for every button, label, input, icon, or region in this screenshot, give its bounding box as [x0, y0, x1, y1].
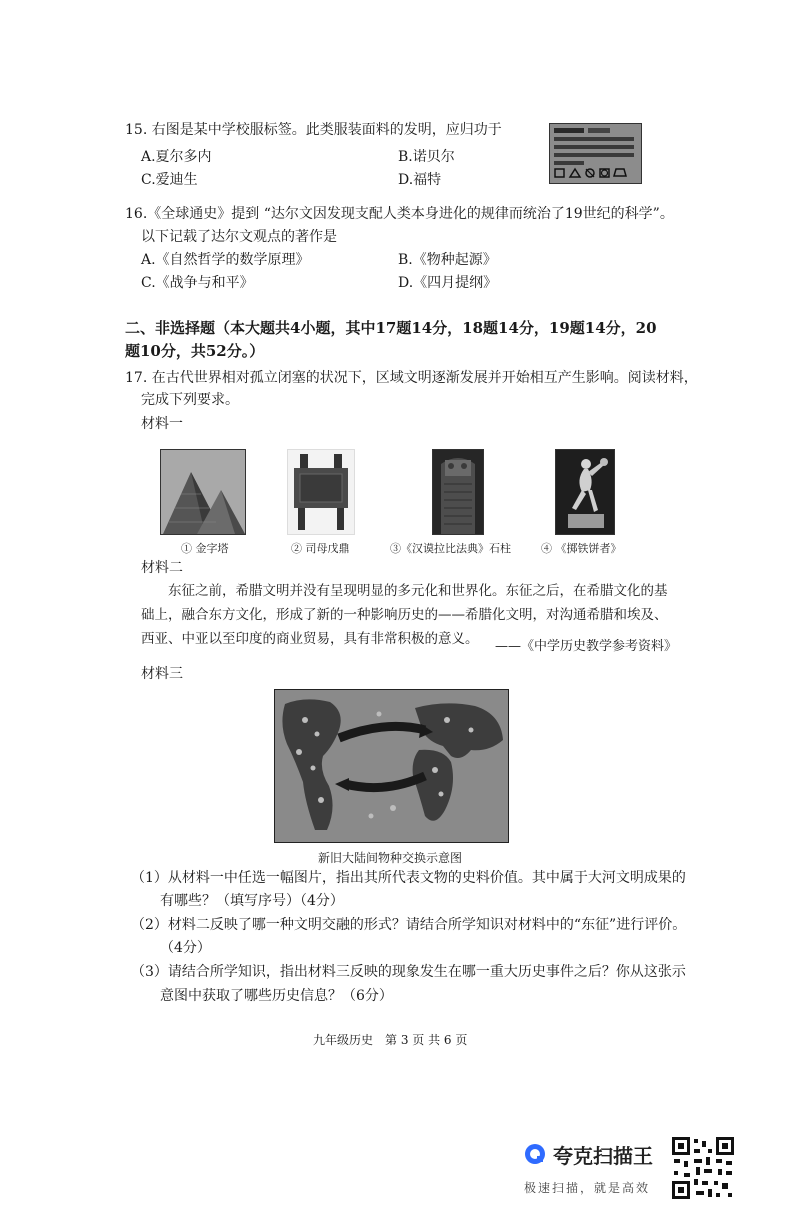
q17-sub2-line1: （2）材料二反映了哪一种文明交融的形式？请结合所学知识对材料中的“东征”进行评价。 [131, 917, 687, 933]
q17-intro-line1: 17. 在古代世界相对孤立闭塞的状况下，区域文明逐渐发展并开始相互产生影响。阅读材料， [125, 370, 698, 386]
school-uniform-label-image [549, 123, 642, 184]
section2-heading-line2: 题10分，共52分。） [125, 342, 265, 360]
watermark-brand: 夸克扫描王 [553, 1144, 653, 1168]
q17-sub1-line2: 有哪些？（填写序号）（4分） [160, 893, 344, 909]
discobolus-photo [555, 449, 615, 535]
caption-stele: ③《汉谟拉比法典》石柱 [390, 542, 511, 555]
simuwu-ding-photo [287, 449, 355, 535]
discus-thrower-illustration [556, 450, 614, 534]
caption-ding: ② 司母戊鼎 [291, 542, 350, 555]
q16-option-d: D.《四月提纲》 [398, 275, 498, 291]
q15-option-b: B.诺贝尔 [398, 149, 455, 165]
stele-illustration [433, 450, 483, 534]
species-exchange-map [274, 689, 509, 843]
material1-label: 材料一 [141, 416, 183, 432]
q16-option-c: C.《战争与和平》 [141, 275, 254, 291]
q17-sub3-line1: （3）请结合所学知识，指出材料三反映的现象发生在哪一重大历史事件之后？你从这张示 [131, 964, 686, 980]
world-map-illustration [275, 690, 508, 842]
material2-text-line2: 础上，融合东方文化，形成了新的一种影响历史的——希腊化文明，对沟通希腊和埃及、 [141, 607, 668, 623]
q15-option-d: D.福特 [398, 172, 442, 188]
caption-pyramid: ① 金字塔 [181, 542, 229, 555]
watermark-slogan: 极速扫描，就是高效 [524, 1181, 651, 1195]
q17-intro-line2: 完成下列要求。 [141, 392, 239, 408]
qr-code-svg [670, 1135, 736, 1201]
q16-stem-line1: 16.《全球通史》提到 “达尔文因发现支配人类本身进化的规律而统治了19世纪的科学”。 [125, 206, 674, 222]
material2-text-line1: 东征之前，希腊文明并没有呈现明显的多元化和世界化。东征之后，在希腊文化的基 [168, 583, 668, 599]
q16-option-a: A.《自然哲学的数学原理》 [141, 252, 310, 268]
clothing-tag-graphic [550, 124, 641, 183]
material2-label: 材料二 [141, 560, 183, 576]
bronze-ding-illustration [288, 450, 354, 534]
quark-logo-svg [524, 1143, 546, 1165]
q17-sub3-line2: 意图中获取了哪些历史信息？（6分） [160, 988, 393, 1004]
q15-stem: 15. 右图是某中学校服标签。此类服装面料的发明，应归功于 [125, 122, 502, 138]
section2-heading-line1: 二、非选择题（本大题共4小题，其中17题14分，18题14分，19题14分，20 [125, 319, 657, 337]
q17-sub1-line1: （1）从材料一中任选一幅图片，指出其所代表文物的史料价值。其中属于大河文明成果的 [131, 870, 686, 886]
qr-code-icon [670, 1135, 736, 1201]
pyramid-illustration [161, 450, 245, 534]
page-footer: 九年级历史 第 3 页 共 6 页 [313, 1033, 468, 1047]
map-caption: 新旧大陆间物种交换示意图 [318, 851, 463, 865]
material2-source: ——《中学历史教学参考资料》 [495, 639, 678, 654]
caption-discobolus: ④ 《掷铁饼者》 [541, 542, 622, 555]
material3-label: 材料三 [141, 666, 183, 682]
pyramid-photo [160, 449, 246, 535]
hammurabi-stele-photo [432, 449, 484, 535]
q15-option-c: C.爱迪生 [141, 172, 198, 188]
q17-sub2-line2: （4分） [160, 940, 211, 956]
quark-logo-icon [524, 1143, 546, 1165]
q16-option-b: B.《物种起源》 [398, 252, 497, 268]
material2-text-line3: 西亚、中亚以至印度的商业贸易，具有非常积极的意义。 [141, 631, 479, 647]
q15-option-a: A.夏尔多内 [141, 149, 212, 165]
q16-stem-line2: 以下记载了达尔文观点的著作是 [141, 229, 337, 245]
